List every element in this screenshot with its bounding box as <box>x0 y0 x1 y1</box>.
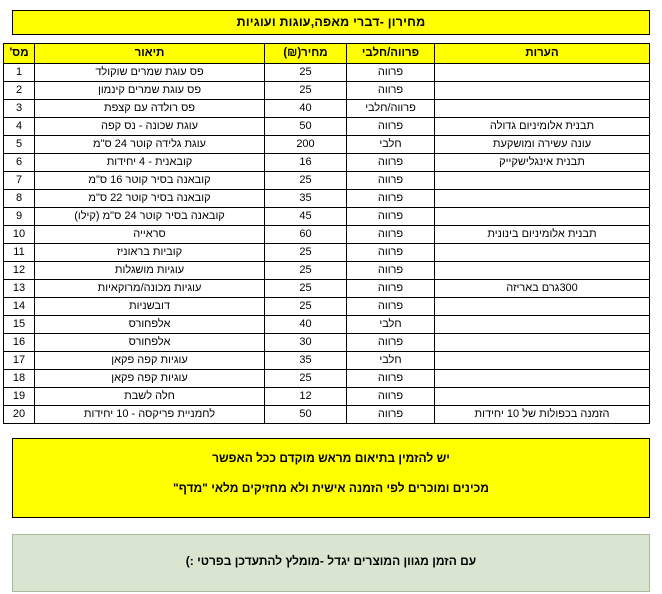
table-row <box>4 388 650 406</box>
table-row <box>4 244 650 262</box>
cell-description: קובאנה בסיר קוטר 16 ס"מ <box>35 172 265 190</box>
cell-remarks <box>435 388 650 406</box>
cell-price: 25 <box>265 82 347 100</box>
cell-remarks <box>435 316 650 334</box>
table-body <box>4 64 650 424</box>
cell-type: חלבי <box>347 316 435 334</box>
table-row <box>4 406 650 424</box>
cell-remarks <box>435 64 650 82</box>
table-row <box>4 100 650 118</box>
cell-type: פרווה <box>347 154 435 172</box>
cell-description: עוגיות מושגלות <box>35 262 265 280</box>
cell-description: אלפחורס <box>35 334 265 352</box>
cell-price: 50 <box>265 406 347 424</box>
footer-block <box>12 534 650 592</box>
cell-remarks: 300גרם באריזה <box>435 280 650 298</box>
table-header-row <box>4 44 650 64</box>
cell-remarks <box>435 370 650 388</box>
cell-description: קובאנה בסיר קוטר 24 ס"מ (קילו) <box>35 208 265 226</box>
cell-number: 9 <box>4 208 35 226</box>
column-header-type: פרווה/חלבי <box>347 44 435 64</box>
notes-spacer <box>13 507 649 517</box>
cell-number: 8 <box>4 190 35 208</box>
cell-description: עוגיות קפה פקאן <box>35 370 265 388</box>
cell-remarks <box>435 334 650 352</box>
cell-description: פס עוגת שמרים קינמון <box>35 82 265 100</box>
cell-description: עוגיות קפה פקאן <box>35 352 265 370</box>
table-row <box>4 316 650 334</box>
cell-price: 12 <box>265 388 347 406</box>
cell-description: קוביות בראוניז <box>35 244 265 262</box>
cell-type: פרווה <box>347 172 435 190</box>
table-row <box>4 136 650 154</box>
cell-type: פרווה <box>347 388 435 406</box>
cell-number: 7 <box>4 172 35 190</box>
cell-remarks <box>435 352 650 370</box>
note-made-to-order: מכינים ומוכרים לפי הזמנה אישית ולא מחזיקים מלאי "מדף" <box>173 481 489 495</box>
cell-remarks <box>435 262 650 280</box>
table-row <box>4 208 650 226</box>
cell-price: 35 <box>265 190 347 208</box>
cell-type: פרווה <box>347 208 435 226</box>
cell-price: 25 <box>265 262 347 280</box>
cell-type: פרווה <box>347 280 435 298</box>
cell-type: פרווה <box>347 226 435 244</box>
cell-price: 45 <box>265 208 347 226</box>
notes-block <box>12 438 650 518</box>
cell-type: פרווה/חלבי <box>347 100 435 118</box>
table-row <box>4 190 650 208</box>
cell-price: 50 <box>265 118 347 136</box>
cell-description: סראייה <box>35 226 265 244</box>
column-header-number: מס' <box>4 44 35 64</box>
cell-description: לחמניית פריקסה - 10 יחידות <box>35 406 265 424</box>
column-header-remarks: הערות <box>435 44 650 64</box>
cell-price: 35 <box>265 352 347 370</box>
cell-remarks: תבנית אלומיניום בינונית <box>435 226 650 244</box>
footer-message: עם הזמן מגוון המוצרים יגדל -מומלץ להתעדכן בפרטי :) <box>185 554 477 568</box>
cell-remarks <box>435 82 650 100</box>
price-table <box>3 43 650 424</box>
cell-number: 1 <box>4 64 35 82</box>
cell-price: 25 <box>265 298 347 316</box>
cell-price: 60 <box>265 226 347 244</box>
cell-type: חלבי <box>347 352 435 370</box>
cell-remarks: תבנית אלומיניום גדולה <box>435 118 650 136</box>
table-row <box>4 64 650 82</box>
cell-number: 2 <box>4 82 35 100</box>
cell-number: 3 <box>4 100 35 118</box>
table-row <box>4 118 650 136</box>
table-row <box>4 82 650 100</box>
cell-description: פס רולדה עם קצפת <box>35 100 265 118</box>
column-header-price: מחיר(₪) <box>265 44 347 64</box>
cell-description: עוגיות מכונה/מרוקאיות <box>35 280 265 298</box>
cell-remarks <box>435 298 650 316</box>
cell-description: דובשניות <box>35 298 265 316</box>
cell-number: 13 <box>4 280 35 298</box>
cell-number: 16 <box>4 334 35 352</box>
cell-price: 25 <box>265 244 347 262</box>
table-row <box>4 298 650 316</box>
cell-number: 20 <box>4 406 35 424</box>
cell-type: פרווה <box>347 190 435 208</box>
note-advance-order: יש להזמין בתיאום מראש מוקדם ככל האפשר <box>212 451 450 465</box>
table-row <box>4 172 650 190</box>
cell-number: 6 <box>4 154 35 172</box>
cell-price: 16 <box>265 154 347 172</box>
cell-remarks <box>435 244 650 262</box>
cell-type: פרווה <box>347 118 435 136</box>
cell-number: 11 <box>4 244 35 262</box>
table-row <box>4 370 650 388</box>
cell-price: 25 <box>265 280 347 298</box>
cell-type: פרווה <box>347 406 435 424</box>
cell-price: 200 <box>265 136 347 154</box>
cell-description: חלה לשבת <box>35 388 265 406</box>
cell-price: 40 <box>265 100 347 118</box>
cell-remarks <box>435 100 650 118</box>
cell-description: פס עוגת שמרים שוקולד <box>35 64 265 82</box>
cell-remarks <box>435 190 650 208</box>
cell-remarks <box>435 172 650 190</box>
table-row <box>4 334 650 352</box>
cell-price: 25 <box>265 172 347 190</box>
table-row <box>4 280 650 298</box>
cell-number: 14 <box>4 298 35 316</box>
cell-type: פרווה <box>347 298 435 316</box>
cell-description: קובאנית - 4 יחידות <box>35 154 265 172</box>
table-row <box>4 352 650 370</box>
cell-description: עוגת גלידה קוטר 24 ס"מ <box>35 136 265 154</box>
cell-number: 15 <box>4 316 35 334</box>
cell-number: 17 <box>4 352 35 370</box>
cell-remarks <box>435 208 650 226</box>
table-row <box>4 262 650 280</box>
cell-remarks: עונה עשירה ומושקעת <box>435 136 650 154</box>
cell-description: קובאנה בסיר קוטר 22 ס"מ <box>35 190 265 208</box>
column-header-description: תיאור <box>35 44 265 64</box>
cell-description: עוגת שכונה - נס קפה <box>35 118 265 136</box>
cell-number: 5 <box>4 136 35 154</box>
cell-remarks: תבנית אינגלישקייק <box>435 154 650 172</box>
page-title: מחירון -דברי מאפה,עוגות ועוגיות <box>12 10 650 35</box>
cell-description: אלפחורס <box>35 316 265 334</box>
cell-type: חלבי <box>347 136 435 154</box>
cell-number: 4 <box>4 118 35 136</box>
cell-number: 12 <box>4 262 35 280</box>
cell-price: 25 <box>265 370 347 388</box>
cell-price: 25 <box>265 64 347 82</box>
cell-number: 18 <box>4 370 35 388</box>
cell-type: פרווה <box>347 64 435 82</box>
cell-type: פרווה <box>347 334 435 352</box>
cell-type: פרווה <box>347 244 435 262</box>
cell-remarks: הזמנה בכפולות של 10 יחידות <box>435 406 650 424</box>
table-row <box>4 154 650 172</box>
cell-price: 30 <box>265 334 347 352</box>
cell-type: פרווה <box>347 82 435 100</box>
cell-type: פרווה <box>347 370 435 388</box>
cell-number: 10 <box>4 226 35 244</box>
cell-number: 19 <box>4 388 35 406</box>
cell-price: 40 <box>265 316 347 334</box>
cell-type: פרווה <box>347 262 435 280</box>
table-row <box>4 226 650 244</box>
